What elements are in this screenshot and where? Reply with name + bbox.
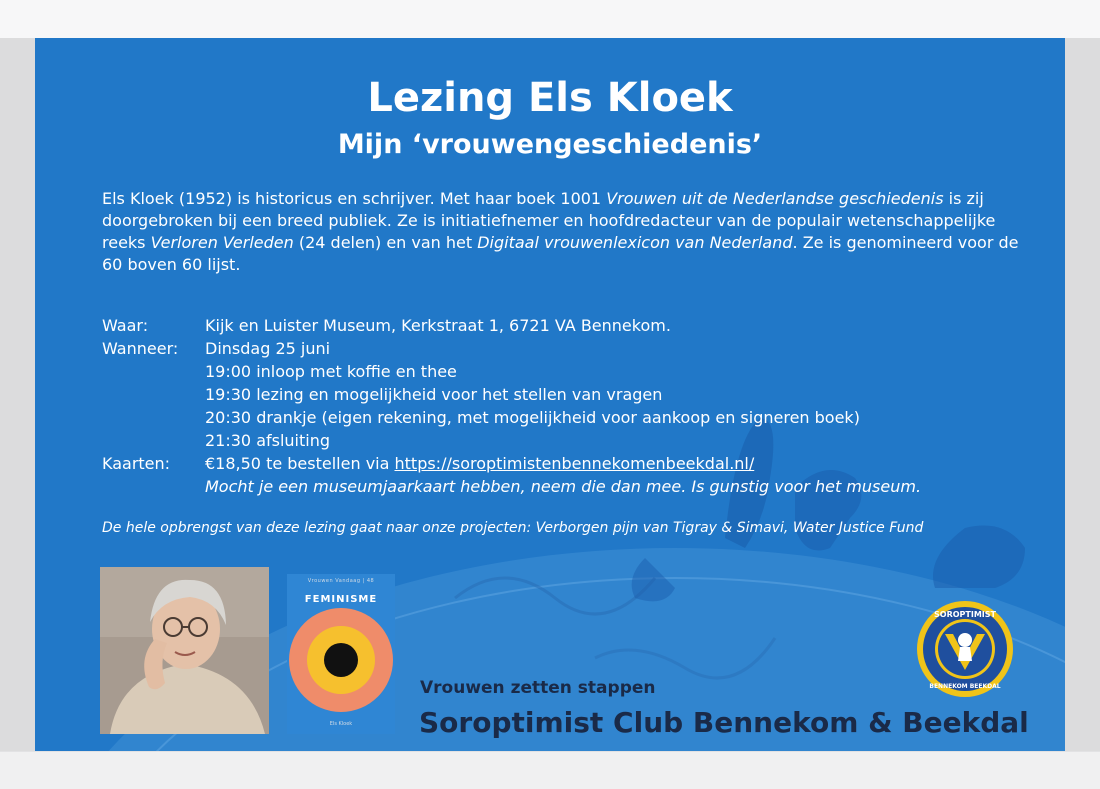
top-strip [0, 0, 1100, 38]
intro-paragraph [102, 188, 1032, 276]
wanneer-label: Wanneer: [102, 339, 179, 358]
info-row-wanneer [102, 337, 1042, 452]
museumkaart-note: Mocht je een museumjaarkaart hebben, neem die dan mee. Is gunstig voor het museum. [205, 477, 922, 496]
logo-bottom-text: BENNEKOM BEEKDAL [929, 683, 1001, 690]
soroptimist-logo-icon [916, 600, 1014, 698]
kaarten-value [205, 452, 1042, 498]
proceeds-note: De hele opbrengst van deze lezing gaat naar onze projecten: Verborgen pijn van Tigray & Simavi, Water Justice Fund [102, 520, 924, 536]
author-photo [100, 567, 269, 734]
schedule-item: Dinsdag 25 juni [205, 339, 331, 358]
book-cover [287, 574, 395, 734]
info-row-waar [102, 314, 1042, 337]
bottom-strip [0, 751, 1100, 789]
intro-text-3: (24 delen) en van het [293, 233, 478, 252]
schedule-item: 19:30 lezing en mogelijkheid voor het stellen van vragen [205, 385, 663, 404]
page-subtitle: Mijn ‘vrouwengeschiedenis’ [337, 129, 763, 160]
book-title-1001: Vrouwen uit de Nederlandse geschiedenis [606, 189, 944, 208]
intro-text-4: . Ze is genomineerd voor de 60 boven 60 lijst. [102, 233, 1019, 274]
book-author: Els Kloek [329, 721, 353, 727]
club-name: Soroptimist Club Bennekom & Beekdal [419, 706, 1029, 739]
page-title: Lezing Els Kloek [367, 75, 733, 121]
waar-label: Waar: [102, 316, 149, 335]
schedule-item: 19:00 inloop met koffie en thee [205, 362, 457, 381]
book-series-label: Vrouwen Vandaag | 48 [307, 578, 375, 584]
schedule-item: 20:30 drankje (eigen rekening, met mogelijkheid voor aankoop en signeren boek) [205, 408, 860, 427]
event-flyer [35, 38, 1065, 751]
tagline: Vrouwen zetten stappen [420, 678, 656, 698]
right-margin [1065, 38, 1100, 751]
ticket-line [205, 452, 1042, 475]
book-title: FEMINISME [304, 594, 378, 605]
info-row-kaarten [102, 452, 1042, 498]
schedule-list [205, 337, 1042, 452]
logo-top-text: SOROPTIMIST [934, 610, 996, 619]
left-margin [0, 38, 35, 751]
schedule-item: 21:30 afsluiting [205, 431, 331, 450]
portrait-image [100, 567, 269, 734]
kaarten-label: Kaarten: [102, 454, 171, 473]
series-title: Verloren Verleden [150, 233, 294, 252]
ticket-price: €18,50 te bestellen via [205, 454, 395, 473]
event-info [102, 314, 1042, 498]
ticket-link[interactable]: https://soroptimistenbennekomenbeekdal.nl/ [394, 454, 755, 473]
intro-text-2: is zij doorgebroken bij een breed publiek. Ze is initiatiefnemer en hoofdredacteur van de populair wetenschappelijke reeks [102, 189, 996, 252]
lexicon-title: Digitaal vrouwenlexicon van Nederland [477, 233, 793, 252]
waar-value: Kijk en Luister Museum, Kerkstraat 1, 6721 VA Bennekom. [205, 316, 671, 335]
intro-text-1: Els Kloek (1952) is historicus en schrijver. Met haar boek 1001 [102, 189, 607, 208]
